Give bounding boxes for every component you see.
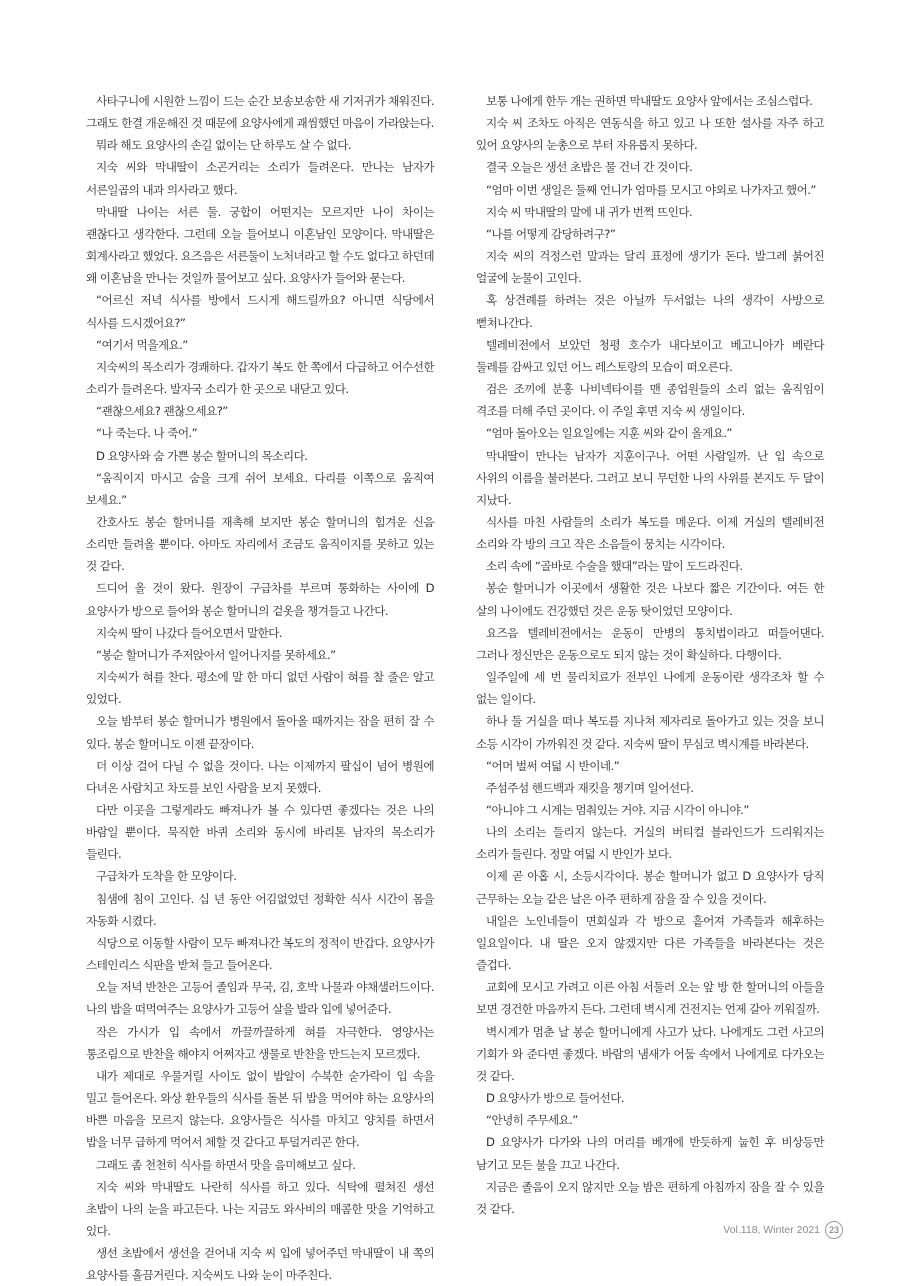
text-column-left [86,90,434,1286]
paragraph: 하나 둘 거실을 떠나 복도를 지나쳐 제자리로 돌아가고 있는 것을 보니 소등 시각이 가까워진 것 같다. 지숙씨 딸이 무심코 벽시계를 바라본다. [476,714,824,751]
paragraph: 그래도 좀 천천히 식사를 하면서 맛을 음미해보고 싶다. [96,1157,356,1172]
paragraph: “나를 어떻게 감당하려구?” [486,226,616,241]
paragraph: 결국 오늘은 생선 초밥은 물 건너 간 것이다. [486,160,693,175]
paragraph: 지숙 씨 막내딸의 말에 내 귀가 번쩍 뜨인다. [486,204,693,219]
paragraph: 일주일에 세 번 물리치료가 전부인 나에게 운동이란 생각조차 할 수 없는 일이다. [476,670,824,707]
paragraph: 지숙씨 딸이 나갔다 들어오면서 말한다. [96,625,283,640]
paragraph: 오늘 밤부터 봉순 할머니가 병원에서 돌아올 때까지는 잠을 편히 잘 수 있다. 봉순 할머니도 이젠 끝장이다. [86,714,434,751]
paragraph: 요즈음 텔레비전에서는 운동이 만병의 통치법이라고 떠들어댄다. 그러나 정신만은 운동으로도 되지 않는 것이 확실하다. 다행이다. [476,625,824,662]
paragraph: 지금은 졸음이 오지 않지만 오늘 밤은 편하게 아침까지 잠을 잘 수 있을 것 같다. [476,1179,824,1216]
paragraph: 지숙씨가 혀를 찬다. 평소에 말 한 마디 없던 사람이 혀를 찰 줄은 알고 있었다. [86,670,434,707]
paragraph: D 요양사와 숨 가쁜 봉순 할머니의 목소리다. [96,448,308,463]
paragraph: 구급차가 도착을 한 모양이다. [96,869,237,884]
paragraph: D 요양사가 방으로 들어선다. [486,1091,625,1106]
paragraph: 식당으로 이동할 사람이 모두 빠져나간 복도의 정적이 반갑다. 요양사가 스테인리스 식판을 받쳐 들고 들어온다. [86,935,434,973]
paragraph: 드디어 올 것이 왔다. 원장이 구급차를 부르며 통화하는 사이에 D 요양사가 방으로 들어와 봉순 할머니의 겉옷을 챙겨들고 나간다. [86,581,434,618]
paragraph: 다만 이곳을 그렇게라도 빠져나가 볼 수 있다면 좋겠다는 것은 나의 바람일 뿐이다. 묵직한 바퀴 소리와 동시에 바리톤 남자의 목소리가 들린다. [86,803,434,862]
paragraph: 침샘에 침이 고인다. 십 년 동안 어김없었던 정확한 식사 시간이 몸을 자동화 시켰다. [86,891,434,928]
paragraph: “엄마 돌아오는 일요일에는 지훈 씨와 같이 올게요.” [486,426,732,441]
paragraph: 교회에 모시고 가려고 이른 아침 서둘러 오는 앞 방 한 할머니의 아들을 보면 경건한 마음까지 든다. 그런데 벽시계 건전지는 언제 갈아 끼워질까. [476,980,824,1017]
paragraph: 막내딸이 만나는 남자가 지훈이구나. 어떤 사람일까. 난 입 속으로 사위의 이름을 불러본다. 그러고 보니 무던한 나의 사위를 본지도 두 달이 지났다. [476,448,824,507]
paragraph: 간호사도 봉순 할머니를 재촉해 보지만 봉순 할머니의 힘겨운 신음 소리만 들려올 뿐이다. 아마도 자리에서 조금도 움직이지를 못하고 있는 것 같다. [86,514,434,574]
paragraph: 사타구니에 시원한 느낌이 드는 순간 보송보송한 새 기저귀가 채워진다. 그래도 한결 개운해진 것 때문에 요양사에게 괘씸했던 마음이 가라앉는다. [86,94,434,131]
paragraph: 나의 소리는 들리지 않는다. 거실의 버티컬 블라인드가 드리워지는 소리가 들린다. 정말 여덟 시 반인가 보다. [476,825,824,862]
paragraph: 식사를 마친 사람들의 소리가 복도를 메운다. 이제 거실의 텔레비전 소리와 각 방의 크고 작은 소음들이 뭉치는 시각이다. [476,514,824,552]
paragraph: “나 죽는다. 나 죽어.” [96,426,198,441]
page-number: 23 [825,1221,843,1239]
paragraph: “어르신 저녁 식사를 방에서 드시게 해드릴까요? 아니면 식당에서 식사를 드시겠어요?” [86,293,434,330]
paragraph: “움직이지 마시고 숨을 크게 쉬어 보세요. 다리를 이쪽으로 움직여 보세요.” [86,470,434,507]
paragraph: 봉순 할머니가 이곳에서 생활한 것은 나보다 짧은 기간이다. 여든 한 살의 나이에도 건강했던 것은 운동 탓이었던 모양이다. [476,581,824,618]
paragraph: 뭐라 해도 요양사의 손길 없이는 단 하루도 살 수 없다. [96,138,351,153]
paragraph: “괜찮으세요? 괜찮으세요?” [96,404,228,419]
paragraph: 생선 초밥에서 생선을 걷어내 지숙 씨 입에 넣어주던 막내딸이 내 쪽의 요양사를 흘끔거린다. 지숙씨도 나와 눈이 마주친다. [86,1246,434,1283]
paragraph: 혹 상견례를 하려는 것은 아닐까 두서없는 나의 생각이 사방으로 뻗쳐나간다. [476,293,824,330]
paragraph: “봉순 할머니가 주저앉아서 일어나지를 못하세요.” [96,647,336,662]
paragraph: 지숙 씨와 막내딸이 소곤거리는 소리가 들려온다. 만나는 남자가 서른일곱의 내과 의사라고 했다. [86,160,434,197]
paragraph: 지숙 씨의 걱정스런 말과는 달리 표정에 생기가 돈다. 발그레 붉어진 얼굴에 눈물이 고인다. [476,249,824,286]
paragraph: 오늘 저녁 반찬은 고등어 졸임과 무국, 김, 호박 나물과 야채샐러드이다. 나의 밥을 떠먹여주는 요양사가 고등어 살을 발라 입에 넣어준다. [86,980,434,1017]
paragraph: 보통 나에게 한두 개는 권하면 막내딸도 요양사 앞에서는 조심스럽다. [486,94,813,108]
paragraph: “아니야 그 시계는 멈춰있는 거야. 지금 시각이 아니야.” [486,803,749,817]
paragraph: “안녕히 주무세요.” [486,1113,578,1128]
paragraph: 지숙 씨와 막내딸도 나란히 식사를 하고 있다. 식탁에 펼쳐진 생선 초밥이 나의 눈을 파고든다. 나는 지금도 와사비의 매콤한 맛을 기억하고 있다. [86,1179,434,1238]
paragraph: 주섬주섬 핸드백과 재킷을 챙기며 일어선다. [486,780,694,795]
text-column-right [476,90,824,1220]
page-footer [723,1221,843,1239]
paragraph: 이제 곧 아홉 시, 소등시각이다. 봉순 할머니가 없고 D 요양사가 당직 근무하는 오늘 같은 날은 아주 편하게 잠을 잘 수 있을 것이다. [476,869,824,906]
paragraph: 소리 속에 “골바로 수술을 했대”라는 말이 도드라진다. [486,559,743,574]
paragraph: 텔레비전에서 보았던 청평 호수가 내다보이고 베고니아가 베란다 둘레를 감싸고 있던 어느 레스토랑의 모습이 떠오른다. [476,337,824,374]
paragraph: “어머 벌써 여덟 시 반이네.” [486,758,620,773]
paragraph: 지숙 씨 조차도 아직은 연동식을 하고 있고 나 또한 설사를 자주 하고 있어 요양사의 눈총으로 부터 자유롭지 못하다. [476,116,824,153]
paragraph: “여기서 먹을게요.” [96,337,188,352]
paragraph: 지숙씨의 목소리가 경쾌하다. 갑자기 복도 한 쪽에서 다급하고 어수선한 소리가 들려온다. 발자국 소리가 한 곳으로 내닫고 있다. [86,359,434,397]
paragraph: 더 이상 걸어 다닐 수 없을 것이다. 나는 이제까지 팔십이 넘어 병원에 다녀온 사람치고 차도를 보인 사람을 보지 못했다. [86,758,434,795]
paragraph: “엄마 이번 생일은 둘째 언니가 엄마를 모시고 야외로 나가자고 했어.” [486,182,816,197]
paragraph: D 요양사가 다가와 나의 머리를 베개에 반듯하게 눕힌 후 비상등만 남기고 모든 불을 끄고 나간다. [476,1135,824,1172]
issue-label: Vol.118, Winter 2021 [723,1224,820,1236]
paragraph: 내가 제대로 우물거릴 사이도 없이 밥알이 수북한 숟가락이 입 속을 밀고 들어온다. 와상 환우들의 식사를 돌본 뒤 밥을 먹어야 하는 요양사의 바쁜 마음을 모르지 않는다. 요양사들은 식사를 마치고 양치를 하면서 밥을 너무 급하게 먹어서 체할 것 같다고 투덜거리곤 한다. [86,1068,434,1150]
paragraph: 내일은 노인네들이 면회실과 각 방으로 흩어져 가족들과 해후하는 일요일이다. 내 딸은 오지 않겠지만 다른 가족들을 바라본다는 것은 즐겁다. [476,913,824,973]
paragraph: 작은 가시가 입 속에서 까끌까끌하게 혀를 자극한다. 영양사는 통조림으로 반찬을 해야지 어쩌자고 생물로 반찬을 만드는지 모르겠다. [86,1024,434,1061]
paragraph: 검은 조끼에 분홍 나비넥타이를 맨 종업원들의 소리 없는 움직임이 격조를 더해 주던 곳이다. 이 주일 후면 지숙 씨 생일이다. [476,382,824,419]
paragraph: 막내딸 나이는 서른 둘. 궁합이 어떤지는 모르지만 나이 차이는 괜찮다고 생각한다. 그런데 오늘 들어보니 이혼남인 모양이다. 막내딸은 회계사라고 했었다. 요즈음은 서른둘이 노처녀라고 할 수도 없다고 하던데 왜 이혼남을 만나는 것일까 물어보고 싶다. 요양사가 들어와 묻는다. [86,204,434,286]
paragraph: 벽시계가 멈춘 날 봉순 할머니에게 사고가 났다. 나에게도 그런 사고의 기회가 와 준다면 좋겠다. 바람의 냄새가 어둠 속에서 나에게로 다가오는 것 같다. [476,1024,824,1083]
